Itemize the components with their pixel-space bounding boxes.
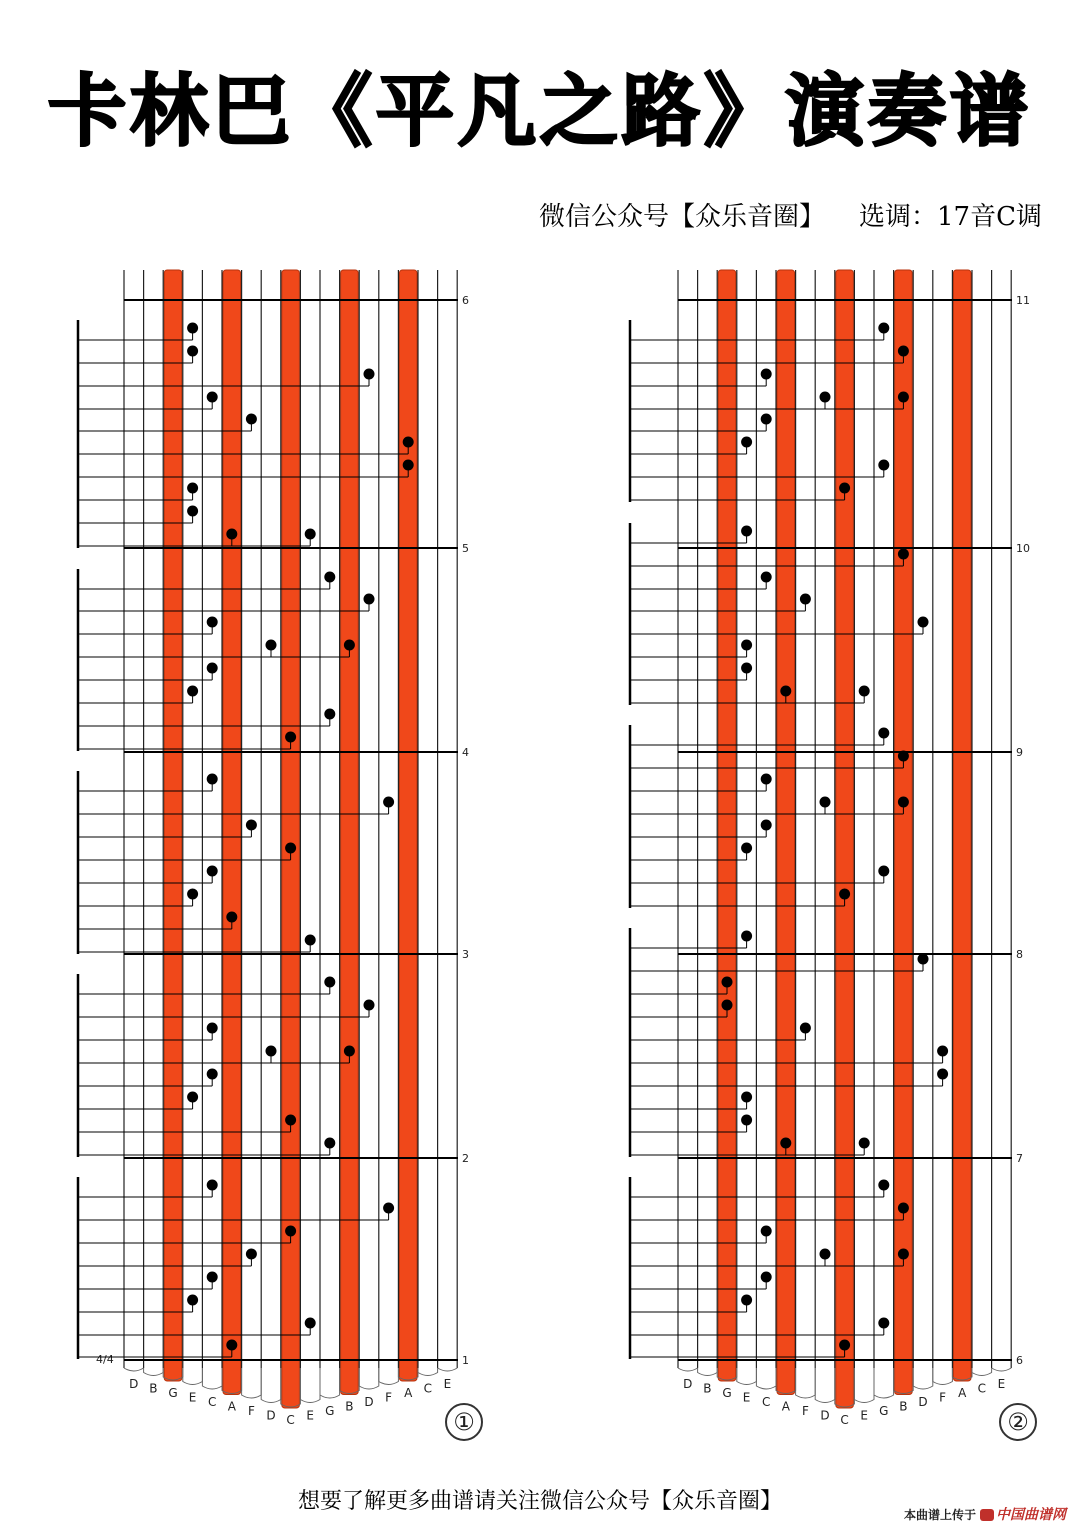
key-label: D [918, 1395, 928, 1409]
site-name: 中国曲谱网 [996, 1507, 1066, 1523]
note-dot [918, 954, 929, 965]
note-dot [878, 1318, 889, 1329]
tine-tip [756, 1368, 776, 1389]
key-label: C [840, 1413, 849, 1427]
tine-tip [678, 1368, 698, 1371]
key-label: E [997, 1377, 1006, 1391]
key-label: E [188, 1390, 197, 1405]
key-label: C [286, 1413, 295, 1427]
measure-number: 5 [462, 542, 469, 555]
note-dot [761, 572, 772, 583]
key-label: A [781, 1399, 790, 1414]
note-dot [878, 728, 889, 739]
key-label: F [385, 1390, 393, 1405]
key-label: D [820, 1408, 830, 1423]
key-label: D [266, 1408, 276, 1423]
note-dot [820, 797, 831, 808]
note-dot [898, 346, 909, 357]
note-dot [741, 931, 752, 942]
tine-tip [815, 1368, 835, 1403]
key-label: C [762, 1395, 771, 1409]
tine-highlight-11 [895, 270, 913, 1395]
measure-number: 6 [462, 294, 469, 307]
tine-highlight-2 [718, 270, 736, 1381]
footer-note: 想要了解更多曲谱请关注微信公众号【众乐音圈】 [297, 1489, 782, 1514]
note-dot [898, 1203, 909, 1214]
measure-number: 4 [462, 746, 469, 759]
note-dot [839, 483, 850, 494]
note-dot [741, 640, 752, 651]
tine-tip [737, 1368, 757, 1385]
tine-tip [913, 1368, 933, 1389]
note-dot [878, 323, 889, 334]
note-dot [722, 1000, 733, 1011]
key-label: A [404, 1386, 413, 1400]
note-dot [780, 1138, 791, 1149]
note-dot [741, 843, 752, 854]
page-title: 卡林巴《平凡之路》演奏谱 [47, 67, 1032, 157]
key-label: A [227, 1399, 236, 1414]
page-number-2: ② [999, 1403, 1037, 1441]
note-dot [898, 797, 909, 808]
tine-tip [698, 1368, 718, 1376]
measure-number: 3 [462, 948, 469, 961]
note-dot [722, 977, 733, 988]
note-dot [741, 437, 752, 448]
note-dot [761, 774, 772, 785]
note-dot [780, 686, 791, 697]
tine-tip [972, 1368, 992, 1376]
note-dot [839, 889, 850, 900]
key-label: D [364, 1395, 374, 1409]
note-dot [800, 594, 811, 605]
key-label: C [208, 1395, 217, 1409]
key-label: C [423, 1381, 432, 1396]
note-dot [820, 392, 831, 403]
key-label: G [325, 1404, 335, 1418]
note-dot [761, 1226, 772, 1237]
upload-text: 本曲谱上传于 [903, 1508, 976, 1522]
measure-number: 1 [462, 1354, 469, 1367]
key-label: A [958, 1386, 967, 1400]
measure-number: 7 [1016, 1152, 1023, 1165]
site-logo-icon [980, 1509, 994, 1521]
key-label: F [801, 1404, 809, 1418]
page-number-1: ① [445, 1403, 483, 1441]
note-dot [741, 1295, 752, 1306]
key-label: B [703, 1381, 712, 1396]
note-dot [820, 1249, 831, 1260]
tine-tip [874, 1368, 894, 1398]
wechat-account-label: 微信公众号【众乐音圈】 [539, 202, 826, 232]
note-dot [741, 663, 752, 674]
key-label: D [683, 1377, 693, 1391]
measure-number: 11 [1016, 294, 1030, 307]
measure-number: 10 [1016, 542, 1030, 555]
key-label: B [899, 1399, 908, 1414]
tine-highlight-8 [836, 270, 854, 1408]
key-label: F [247, 1404, 255, 1418]
key-label: F [939, 1390, 947, 1405]
note-dot [918, 617, 929, 628]
key-label: C [977, 1381, 986, 1396]
note-dot [741, 1115, 752, 1126]
key-label: E [443, 1377, 452, 1391]
key-label: G [168, 1386, 178, 1400]
note-dot [741, 1092, 752, 1103]
note-dot [937, 1069, 948, 1080]
note-dot [859, 1138, 870, 1149]
note-dot [859, 686, 870, 697]
tine-highlight-14 [953, 270, 971, 1381]
tine-tip [933, 1368, 953, 1385]
note-dot [761, 414, 772, 425]
tine-tip [992, 1368, 1012, 1371]
tine-highlight-5 [777, 270, 795, 1395]
measure-number: 8 [1016, 948, 1023, 961]
note-dot [878, 866, 889, 877]
note-dot [898, 1249, 909, 1260]
note-dot [761, 820, 772, 831]
measure-number: 2 [462, 1152, 469, 1165]
note-dot [898, 751, 909, 762]
key-label: G [722, 1386, 732, 1400]
note-dot [839, 1340, 850, 1351]
note-dot [898, 392, 909, 403]
key-label: B [345, 1399, 354, 1414]
note-dot [937, 1046, 948, 1057]
note-dot [898, 549, 909, 560]
time-signature: 4/4 [96, 1353, 114, 1366]
upload-credit [904, 1504, 1066, 1524]
key-label: B [149, 1381, 158, 1396]
key-label: E [306, 1408, 314, 1423]
key-label: E [742, 1390, 751, 1405]
tine-tip [854, 1368, 874, 1403]
note-dot [800, 1023, 811, 1034]
key-selection-label: 选调：17音C调 [859, 202, 1042, 232]
measure-number: 9 [1016, 746, 1023, 759]
note-dot [741, 526, 752, 537]
note-dot [761, 1272, 772, 1283]
note-dot [761, 369, 772, 380]
tine-tip [796, 1368, 816, 1398]
key-label: D [129, 1377, 139, 1391]
measure-number: 6 [1016, 1354, 1023, 1367]
key-label: G [879, 1404, 889, 1418]
note-dot [878, 460, 889, 471]
key-label: E [860, 1408, 868, 1423]
note-dot [878, 1180, 889, 1191]
